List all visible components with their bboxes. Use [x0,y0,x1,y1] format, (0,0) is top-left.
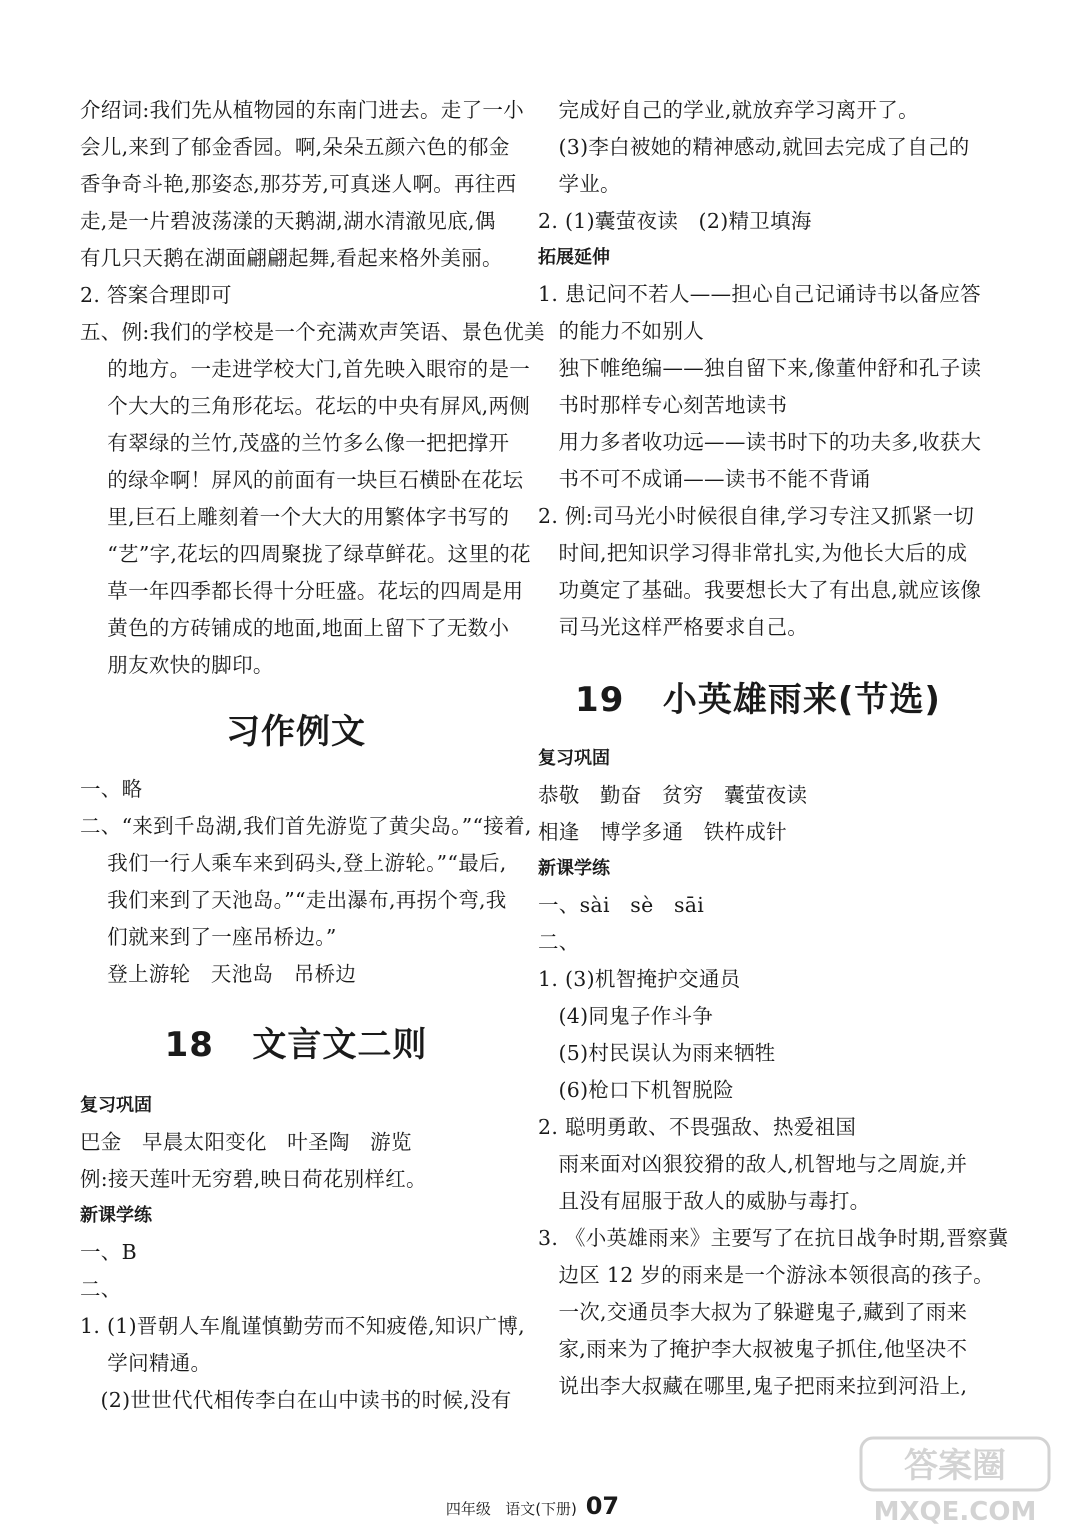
text-line: 一次,交通员李大叔为了躲避鬼子,藏到了雨来 [538,1300,968,1324]
text-line: 学问精通。 [80,1351,212,1375]
label-review: 复习巩固 [538,748,610,769]
answer-item-5 [80,314,545,684]
label-extend: 拓展延伸 [538,247,610,268]
text-line: 1. 患记问不若人——担心自己记诵诗书以备应答 [538,282,981,306]
text-line: 例:接天莲叶无穷碧,映日荷花别样红。 [80,1167,427,1191]
text-line: 走,是一片碧波荡漾的天鹅湖,湖水清澈见底,偶 [80,209,496,233]
text-line: 里,巨石上雕刻着一个大大的用繁体字书写的 [80,505,510,529]
text-line: 的绿伞啊！屏风的前面有一块巨石横卧在花坛 [80,468,524,492]
text-line: 2. (1)囊萤夜读 (2)精卫填海 [538,209,812,233]
text-line: 巴金 早晨太阳变化 叶圣陶 游览 [80,1130,412,1154]
text-line: 边区 12 岁的雨来是一个游泳本领很高的孩子。 [538,1263,994,1287]
text-line: 功奠定了基础。我要想长大了有出息,就应该像 [538,578,982,602]
text-line: 学业。 [538,172,621,196]
text-line: “艺”字,花坛的四周聚拢了绿草鲜花。这里的花 [80,542,531,566]
text-line: 3. 《小英雄雨来》主要写了在抗日战争时期,晋察冀 [538,1226,1009,1250]
text-line: 相逢 博学多通 铁杵成针 [538,820,787,844]
text-line: 们就来到了一座吊桥边。” [80,925,337,949]
section-title-19: 19 小英雄雨来(节选) [575,680,941,720]
text-line: (2)世世代代相传李白在山中读书的时候,没有 [80,1388,512,1412]
section-title-xizuo: 习作例文 [226,712,366,752]
text-line: 独下帷绝编——独自留下来,像董仲舒和孔子读 [538,356,982,380]
text-line: 个大大的三角形花坛。花坛的中央有屏风,两侧 [80,394,531,418]
text-line: 介绍词:我们先从植物园的东南门进去。走了一小 [80,98,525,122]
text-line: 香争奇斗艳,那姿态,那芬芳,可真迷人啊。再往西 [80,172,517,196]
label-review: 复习巩固 [80,1095,152,1116]
text-line: 1. (3)机智掩护交通员 [538,967,741,991]
watermark-text-bottom: MXQE.COM [873,1497,1037,1527]
text-line: 司马光这样严格要求自己。 [538,615,809,639]
left-column [80,92,545,1419]
text-line: 且没有屈服于敌人的威胁与毒打。 [538,1189,871,1213]
text-line: 会儿,来到了郁金香园。啊,朵朵五颜六色的郁金 [80,135,510,159]
watermark-logo-icon [857,1432,1053,1528]
text-line: (6)枪口下机智脱险 [538,1078,734,1102]
text-line: 五、例:我们的学校是一个充满欢声笑语、景色优美 [80,320,545,344]
text-line: 二、“来到千岛湖,我们首先游览了黄尖岛。”“接着, [80,814,532,838]
text-line: 时间,把知识学习得非常扎实,为他长大后的成 [538,541,968,565]
text-line: 书不可不成诵——读书不能不背诵 [538,467,871,491]
text-line: 说出李大叔藏在哪里,鬼子把雨来拉到河沿上, [538,1374,968,1398]
text-line: 1. (1)晋朝人车胤谨慎勤劳而不知疲倦,知识广博, [80,1314,525,1338]
footer-grade: 四年级 [445,1500,491,1518]
text-line: 完成好自己的学业,就放弃学习离开了。 [538,98,919,122]
xizuo-block [80,771,532,993]
page-number: 07 [585,1492,620,1520]
text-line: 我们来到了天池岛。”“走出瀑布,再拐个弯,我 [80,888,507,912]
text-line: 恭敬 勤奋 贫穷 囊萤夜读 [538,783,808,807]
text-line: 朋友欢快的脚印。 [80,653,274,677]
section-title-18: 18 文言文二则 [164,1025,428,1065]
text-line: 我们一行人乘车来到码头,登上游轮。”“最后, [80,851,507,875]
text-line: 的地方。一走进学校大门,首先映入眼帘的是一 [80,357,531,381]
text-line: 雨来面对凶狠狡猾的敌人,机智地与之周旋,并 [538,1152,968,1176]
text-line: (4)同鬼子作斗争 [538,1004,714,1028]
text-line: 一、sài sè sāi [538,893,705,917]
intro-block [80,92,525,277]
watermark-text-top: 答案圈 [904,1446,1006,1486]
text-line: 用力多者收功远——读书时下的功夫多,收获大 [538,430,982,454]
text-line: 2. 聪明勇敢、不畏强敌、热爱祖国 [538,1115,857,1139]
label-new: 新课学练 [538,858,610,879]
text-line: 黄色的方砖铺成的地面,地面上留下了无数小 [80,616,510,640]
right-column [538,92,1009,1405]
text-line: 的能力不如别人 [538,319,705,343]
text-line: 2. 例:司马光小时候很自律,学习专注又抓紧一切 [538,504,975,528]
footer-subject: 语文(下册) [505,1500,577,1518]
text-line: (3)李白被她的精神感动,就回去完成了自己的 [538,135,970,159]
label-new: 新课学练 [80,1205,152,1226]
text-line: 书时那样专心刻苦地读书 [538,393,788,417]
text-line: 有几只天鹅在湖面翩翩起舞,看起来格外美丽。 [80,246,503,270]
text-line: (5)村民误认为雨来牺牲 [538,1041,776,1065]
text-line: 一、B [80,1240,137,1264]
text-line: 登上游轮 天池岛 吊桥边 [80,962,357,986]
text-line: 家,雨来为了掩护李大叔被鬼子抓住,他坚决不 [538,1337,968,1361]
text-line: 一、略 [80,777,143,801]
text-line: 草一年四季都长得十分旺盛。花坛的四周是用 [80,579,524,603]
text-line: 有翠绿的兰竹,茂盛的兰竹多么像一把把撑开 [80,431,510,455]
text-line: 二、 [538,930,580,954]
text-line: 二、 [80,1277,122,1301]
answer-item-2: 2. 答案合理即可 [80,283,232,307]
